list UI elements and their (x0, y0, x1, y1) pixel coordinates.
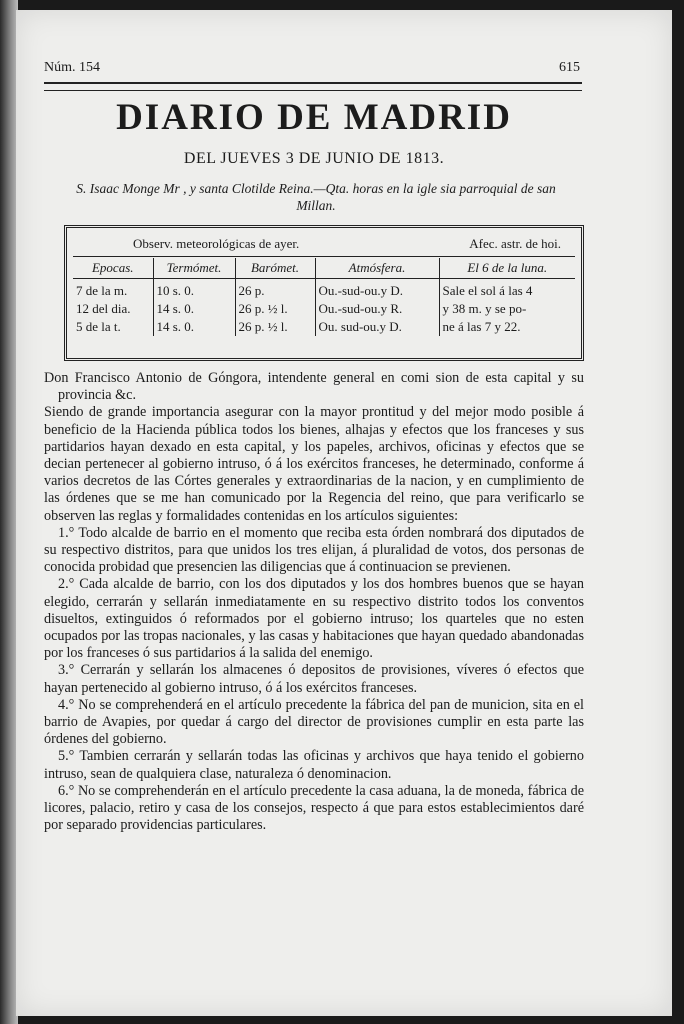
table-cell: 5 de la t. (73, 318, 153, 336)
weather-rule (73, 256, 575, 257)
article-1: 1.° Todo alcalde de barrio en el momento que reciba esta órden nombrará dos diputados de su respectivo distritos, para que unidos los tres elijan, á pluralidad de votos, dos personas de conocida probidad que presencien las diligencias que á continuacion se previenen. (44, 524, 584, 576)
col-atmosfera: Atmósfera. (315, 258, 439, 278)
table-cell: 14 s. 0. (153, 318, 235, 336)
table-row (73, 278, 575, 300)
table-cell: Sale el sol á las 4 (442, 283, 533, 298)
table-cell: Ou.-sud-ou.y R. (315, 300, 439, 318)
col-barometro: Barómet. (235, 258, 315, 278)
intro-paragraph: Don Francisco Antonio de Góngora, intendente general en comi sion de esta capital y su provincia &c. (44, 370, 584, 404)
table-cell: 12 del dia. (73, 300, 153, 318)
article-body (44, 370, 584, 834)
table-cell: ne á las 7 y 22. (442, 319, 521, 334)
col-luna: El 6 de la luna. (467, 260, 548, 275)
issue-number: Núm. 154 (44, 60, 100, 75)
table-row (73, 300, 575, 318)
masthead-title: DIARIO DE MADRID (116, 97, 512, 138)
page-number: 615 (559, 60, 580, 75)
article-5: 5.° Tambien cerrarán y sellarán todas las oficinas y archivos que haya tenido el gobierno intruso, sean de qualquiera clase, naturaleza ó denominacion. (44, 748, 584, 782)
table-cell: y 38 m. y se po- (442, 301, 527, 316)
table-cell: 7 de la m. (73, 278, 153, 300)
table-cell: 26 p. ½ l. (235, 318, 315, 336)
weather-table (64, 225, 584, 361)
saints-of-day: S. Isaac Monge Mr , y santa Clotilde Reina.—Qta. horas en la igle sia parroquial de san Millan. (76, 181, 556, 213)
table-cell: Ou. sud-ou.y D. (315, 318, 439, 336)
article-2: 2.° Cada alcalde de barrio, con los dos diputados y los dos hombres buenos que se hayan elegido, cerrarán y sellarán inmediatamente en su respectivo distrito todos los conventos disueltos, extinguidos ó reformados por el gobierno intruso; los quarteles que no esten ocupados por las tropas nacionales, y las casas y habitaciones que hayan quedado abandonadas por los franceses ó sus partidarios á la salida del enemigo. (44, 576, 584, 662)
table-cell: 26 p. ½ l. (235, 300, 315, 318)
weather-header-astro: Afec. astr. de hoi. (469, 236, 561, 251)
dateline: DEL JUEVES 3 DE JUNIO DE 1813. (183, 150, 445, 167)
col-epocas: Epocas. (73, 258, 153, 278)
table-cell: Ou.-sud-ou.y D. (315, 278, 439, 300)
weather-header-observations: Observ. meteorológicas de ayer. (133, 236, 300, 251)
article-4: 4.° No se comprehenderá en el artículo precedente la fábrica del pan de municion, sita en el barrio de Avapies, por quedar á cargo del director de provisiones cumplir en esta parte las órdenes del gobierno. (44, 696, 584, 748)
weather-grid (73, 258, 575, 336)
table-row (73, 318, 575, 336)
col-termometro: Termómet. (153, 258, 235, 278)
article-6: 6.° No se comprehenderán en el artículo precedente la casa aduana, la de moneda, fábrica de licores, palacio, retiro y casa de los consejos, respecto á que para estos establecimientos daré por separado providencias particulares. (44, 782, 584, 834)
header-rule (44, 82, 582, 91)
article-3: 3.° Cerrarán y sellarán los almacenes ó depositos de provisiones, víveres ó efectos que hayan pertenecido al gobierno intruso, ó á los exércitos franceses. (44, 662, 584, 696)
preamble-paragraph: Siendo de grande importancia asegurar con la mayor prontitud y del mejor modo posible á beneficio de la Hacienda pública todos los bienes, alhajas y efectos que los franceses y sus partidarios hayan dexado en esta capital, y los papeles, archivos, oficinas y efectos que se decian pertenecer al gobierno intruso, ó á los exércitos franceses, he determinado, conforme á varios decretos de las Córtes generales y extraordinarias de la nacion, y en cumplimiento de las órdenes que se me han comunicado por la Regencia del reino, que para verificarlo se observen las reglas y formalidades contenidas en los artículos siguientes: (44, 404, 584, 524)
table-cell: 14 s. 0. (153, 300, 235, 318)
newspaper-page (16, 10, 672, 1016)
table-cell: 26 p. (235, 278, 315, 300)
table-cell: 10 s. 0. (153, 278, 235, 300)
